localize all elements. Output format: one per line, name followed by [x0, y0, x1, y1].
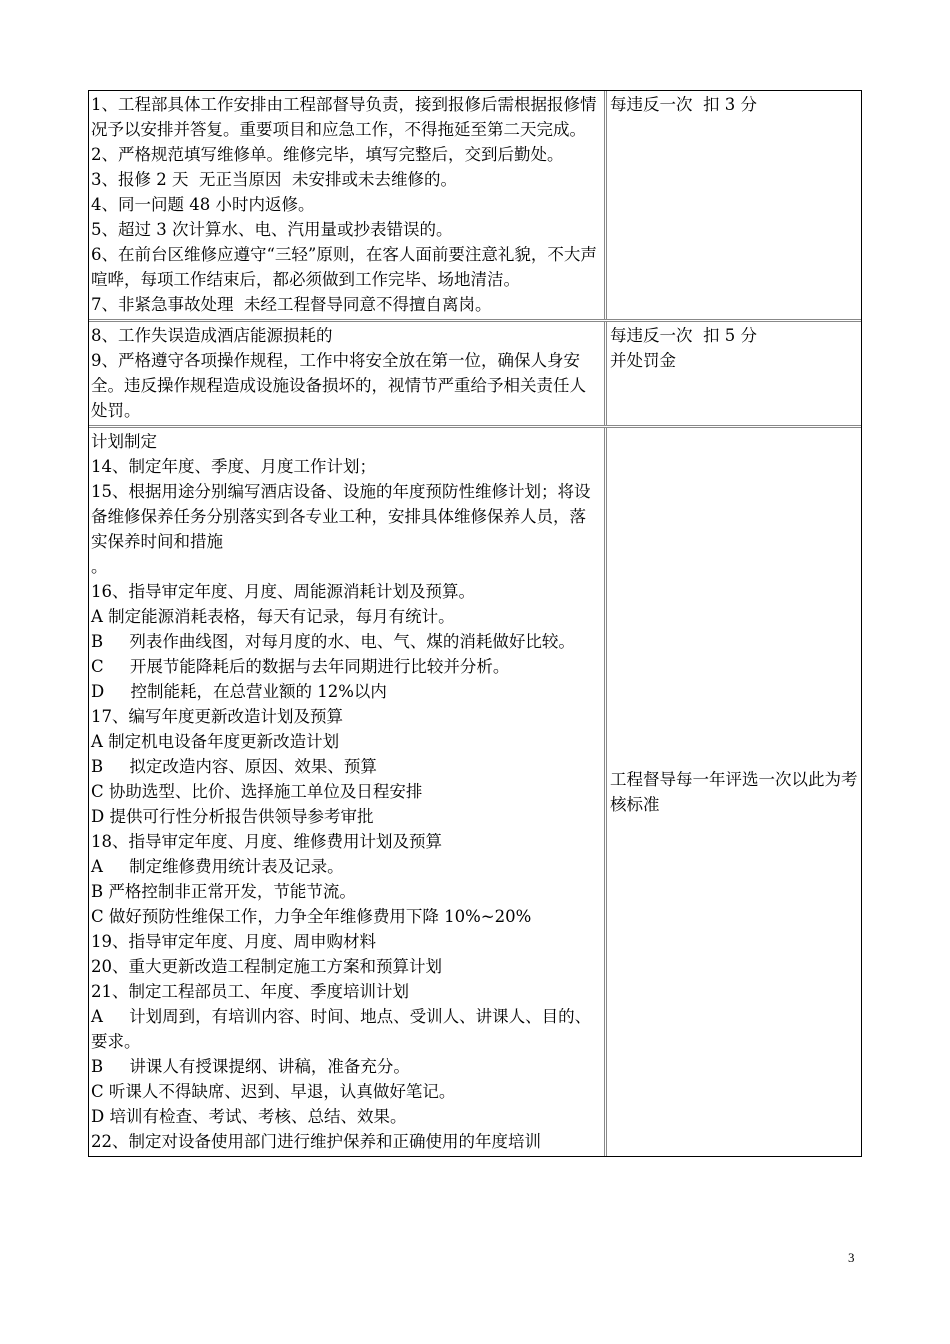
table-row — [89, 91, 861, 322]
criteria-line: 15、根据用途分别编写酒店设备、设施的年度预防性维修计划；将设备维修保养任务分别落实到各专业工种，安排具体维修保养人员，落实保养时间和措施 — [91, 482, 591, 551]
criteria-line: 17、编写年度更新改造计划及预算 — [91, 707, 343, 726]
criteria-line: 计划制定 — [91, 432, 157, 451]
criteria-line: 16、指导审定年度、月度、周能源消耗计划及预算。 — [91, 582, 475, 601]
criteria-line: B 拟定改造内容、原因、效果、预算 — [91, 757, 377, 776]
criteria-line: 14、制定年度、季度、月度工作计划； — [91, 457, 376, 476]
criteria-line: 。 — [91, 557, 108, 576]
criteria-line: D 控制能耗，在总营业额的 12%以内 — [91, 682, 387, 701]
criteria-line: 5、超过 3 次计算水、电、汽用量或抄表错误的。 — [91, 220, 453, 239]
criteria-line: C 做好预防性维保工作，力争全年维修费用下降 10%~20% — [91, 907, 532, 926]
table-row — [89, 428, 861, 1156]
criteria-line: 8、工作失误造成酒店能源损耗的 — [91, 326, 333, 345]
criteria-line: C 开展节能降耗后的数据与去年同期进行比较并分析。 — [91, 657, 510, 676]
criteria-cell — [89, 322, 607, 425]
criteria-line: D 培训有检查、考试、考核、总结、效果。 — [91, 1107, 407, 1126]
penalty-line: 并处罚金 — [610, 351, 676, 370]
page-number: 3 — [848, 1250, 855, 1265]
criteria-line: 2、严格规范填写维修单。维修完毕，填写完整后，交到后勤处。 — [91, 145, 564, 164]
penalty-cell — [607, 428, 861, 1156]
criteria-line: A 制定机电设备年度更新改造计划 — [91, 732, 340, 751]
criteria-line: 9、严格遵守各项操作规程，工作中将安全放在第一位，确保人身安全。违反操作规程造成设施设备损坏的，视情节严重给予相关责任人处罚。 — [91, 351, 586, 420]
table-row — [89, 322, 861, 428]
criteria-line: A 制定能源消耗表格，每天有记录，每月有统计。 — [91, 607, 455, 626]
criteria-line: 6、在前台区维修应遵守“三轻”原则，在客人面前要注意礼貌，不大声喧哗，每项工作结束后，都必须做到工作完毕、场地清洁。 — [91, 245, 597, 289]
criteria-line: 21、制定工程部员工、年度、季度培训计划 — [91, 982, 409, 1001]
criteria-line: A 计划周到，有培训内容、时间、地点、受训人、讲课人、目的、要求。 — [91, 1007, 592, 1051]
criteria-line: B 讲课人有授课提纲、讲稿，准备充分。 — [91, 1057, 410, 1076]
criteria-line: 1、工程部具体工作安排由工程部督导负责，接到报修后需根据报修情况予以安排并答复。重要项目和应急工作，不得拖延至第二天完成。 — [91, 95, 597, 139]
criteria-cell — [89, 91, 607, 319]
criteria-line: D 提供可行性分析报告供领导参考审批 — [91, 807, 374, 826]
criteria-line: C 听课人不得缺席、迟到、早退，认真做好笔记。 — [91, 1082, 456, 1101]
criteria-line: 18、指导审定年度、月度、维修费用计划及预算 — [91, 832, 442, 851]
criteria-line: 22、制定对设备使用部门进行维护保养和正确使用的年度培训 — [91, 1132, 541, 1151]
criteria-line: 3、报修 2 天 无正当原因 未安排或未去维修的。 — [91, 170, 457, 189]
criteria-line: B 列表作曲线图，对每月度的水、电、气、煤的消耗做好比较。 — [91, 632, 575, 651]
criteria-line: 19、指导审定年度、月度、周申购材料 — [91, 932, 376, 951]
criteria-line: 4、同一问题 48 小时内返修。 — [91, 195, 315, 214]
criteria-line: 7、非紧急事故处理 未经工程督导同意不得擅自离岗。 — [91, 295, 492, 314]
penalty-cell — [607, 91, 861, 319]
penalty-line: 每违反一次 扣 5 分 — [610, 326, 757, 345]
penalty-cell — [607, 322, 861, 425]
criteria-cell — [89, 428, 607, 1156]
penalty-line: 工程督导每一年评选一次以此为考核标准 — [610, 769, 858, 814]
assessment-table — [88, 90, 862, 1157]
criteria-line: B 严格控制非正常开发，节能节流。 — [91, 882, 356, 901]
penalty-line: 每违反一次 扣 3 分 — [610, 95, 757, 114]
criteria-line: A 制定维修费用统计表及记录。 — [91, 857, 344, 876]
criteria-line: 20、重大更新改造工程制定施工方案和预算计划 — [91, 957, 442, 976]
criteria-line: C 协助选型、比价、选择施工单位及日程安排 — [91, 782, 423, 801]
